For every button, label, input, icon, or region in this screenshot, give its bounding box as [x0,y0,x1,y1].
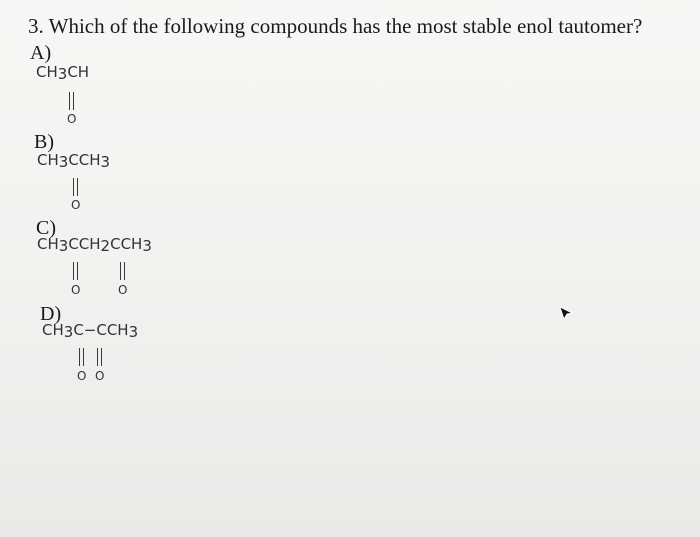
option-b-double-bond [73,178,78,196]
option-c-oxygen-2: O [118,283,128,297]
option-d-formula: $CH_3C-CCH_3$ [42,321,139,341]
option-a-double-bond [69,92,74,110]
option-d-double-bond-2 [97,348,102,366]
option-c-double-bond-1 [73,262,78,280]
option-c-double-bond-2 [120,262,125,280]
option-a-label: A) [30,42,52,64]
option-d-oxygen-1: O [77,369,87,383]
option-b-label: B) [34,131,54,153]
question-text: 3. Which of the following compounds has the most stable enol tautomer? [28,14,643,38]
arrow-cursor-icon [558,305,574,321]
option-a-oxygen: O [67,112,77,126]
option-c-oxygen-1: O [71,283,81,297]
option-d-oxygen-2: O [95,369,105,383]
option-a-formula: $CH_3CH$ [36,63,90,83]
option-d-double-bond-1 [79,348,84,366]
option-b-formula: $CH_3CCH_3$ [37,151,111,171]
option-b-oxygen: O [71,198,81,212]
option-c-formula: $CH_3CCH_2CCH_3$ [37,235,152,255]
option-c-label: C) [36,217,56,239]
option-d-label: D) [40,303,62,325]
